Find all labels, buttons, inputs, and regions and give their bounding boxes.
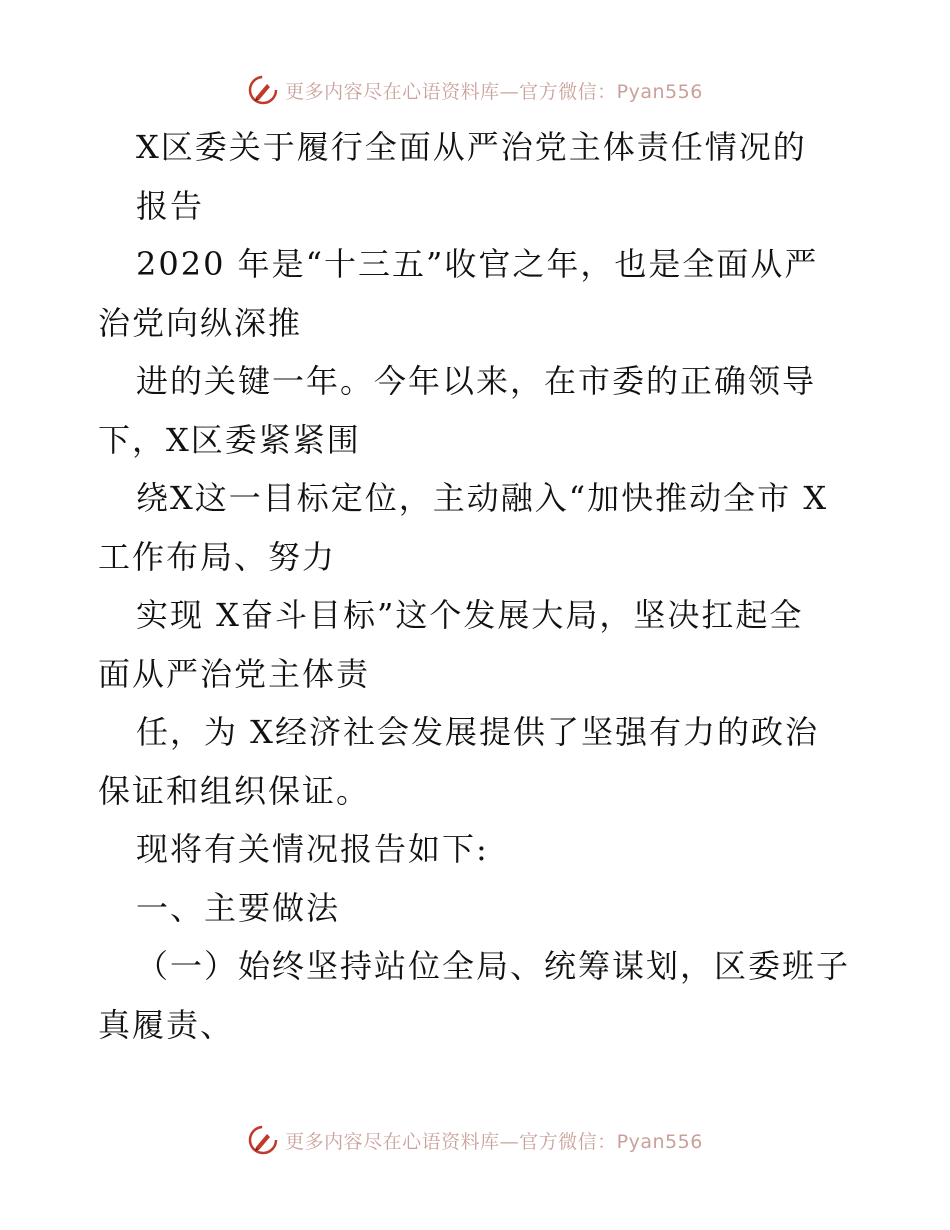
document-body (98, 118, 858, 1054)
header-watermark (0, 70, 950, 110)
footer-watermark (0, 1120, 950, 1160)
text-line: 任，为 X经济社会发展提供了坚强有力的政治 (136, 713, 819, 751)
text-line: 实现 X奋斗目标”这个发展大局，坚决扛起全 (136, 596, 804, 634)
text-line: 真履责、 (98, 1005, 235, 1044)
text-line: 报告 (136, 186, 205, 225)
watermark-label: 更多内容尽在心语资料库—官方微信： (285, 80, 617, 103)
text-line: 工作布局、努力 (98, 537, 337, 576)
watermark-wechat-id: Pyan556 (616, 1130, 703, 1153)
text-line: （一）始终坚持站位全局、统筹谋划，区委班子 (136, 947, 851, 985)
text-line: 面从严治党主体责 (98, 654, 371, 693)
text-line: 下，X区委紧紧围 (98, 420, 361, 459)
watermark-text (285, 1127, 703, 1154)
pen-circle-icon (247, 1124, 279, 1156)
text-line: X区委关于履行全面从严治党主体责任情况的 (136, 128, 807, 166)
text-line: 进的关键一年。今年以来，在市委的正确领导 (136, 362, 817, 400)
text-line: 一、主要做法 (136, 888, 341, 927)
pen-circle-icon (247, 74, 279, 106)
text-line: 保证和组织保证。 (98, 771, 371, 810)
watermark-text (285, 77, 703, 104)
watermark-label: 更多内容尽在心语资料库—官方微信： (285, 1130, 617, 1153)
text-line: 现将有关情况报告如下: (136, 830, 489, 868)
watermark-wechat-id: Pyan556 (616, 80, 703, 103)
text-line: 绕X这一目标定位，主动融入“加快推动全市 X (136, 479, 829, 517)
text-line: 治党向纵深推 (98, 303, 303, 342)
text-line: 2020 年是“十三五”收官之年，也是全面从严 (136, 245, 819, 283)
